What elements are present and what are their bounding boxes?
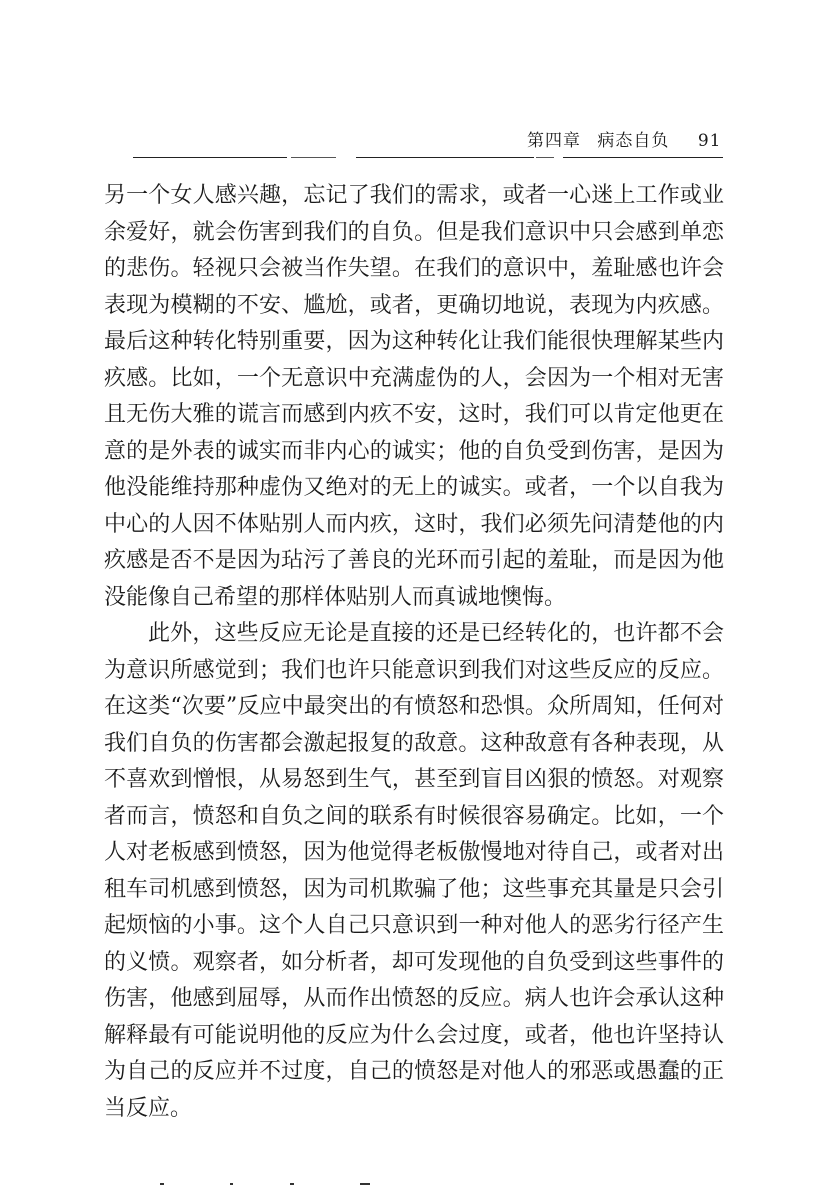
header-rule xyxy=(291,157,336,158)
footer-scan-marks xyxy=(150,1183,390,1189)
scan-mark xyxy=(230,1183,233,1185)
header-rule xyxy=(133,157,287,158)
body-text xyxy=(104,178,724,1127)
paragraph-2: 此外，这些反应无论是直接的还是已经转化的，也许都不会为意识所感觉到；我们也许只能意识到我们对这些反应的反应。在这类“次要”反应中最突出的有愤怒和恐惧。众所周知，任何对我们自负的伤害都会激起报复的敌意。这种敌意有各种表现，从不喜欢到憎恨，从易怒到生气，甚至到盲目凶狠的愤怒。对观察者而言，愤怒和自负之间的联系有时候很容易确定。比如，一个人对老板感到愤怒，因为他觉得老板傲慢地对待自己，或者对出租车司机感到愤怒，因为司机欺骗了他；这些事充其量是只会引起烦恼的小事。这个人自己只意识到一种对他人的恶劣行径产生的义愤。观察者，如分析者，却可发现他的自负受到这些事件的伤害，他感到屈辱，从而作出愤怒的反应。病人也许会承认这种解释最有可能说明他的反应为什么会过度，或者，他也许坚持认为自己的反应并不过度，自己的愤怒是对他人的邪恶或愚蠢的正当反应。 xyxy=(104,621,724,1121)
scan-mark xyxy=(160,1183,164,1185)
paragraph-1: 另一个女人感兴趣，忘记了我们的需求，或者一心迷上工作或业余爱好，就会伤害到我们的自负。但是我们意识中只会感到单恋的悲伤。轻视只会被当作失望。在我们的意识中，羞耻感也许会表现为模糊的不安、尴尬，或者，更确切地说，表现为内疚感。最后这种转化特别重要，因为这种转化让我们能很快理解某些内疚感。比如，一个无意识中充满虚伪的人，会因为一个相对无害且无伤大雅的谎言而感到内疚不安，这时，我们可以肯定他更在意的是外表的诚实而非内心的诚实；他的自负受到伤害，是因为他没能维持那种虚伪又绝对的无上的诚实。或者，一个以自我为中心的人因不体贴别人而内疚，这时，我们必须先问清楚他的内疚感是否不是因为玷污了善良的光环而引起的羞耻，而是因为他没能像自己希望的那样体贴别人而真诚地懊悔。 xyxy=(104,183,724,610)
scan-mark xyxy=(290,1183,294,1185)
running-head xyxy=(527,126,721,151)
scan-mark xyxy=(360,1183,370,1185)
header-rule xyxy=(536,157,554,158)
chapter-title: 病态自负 xyxy=(597,131,670,151)
header-rule xyxy=(356,157,534,158)
page-number: 91 xyxy=(697,131,722,151)
header-rule xyxy=(563,157,723,158)
chapter-label: 第四章 xyxy=(527,131,581,151)
